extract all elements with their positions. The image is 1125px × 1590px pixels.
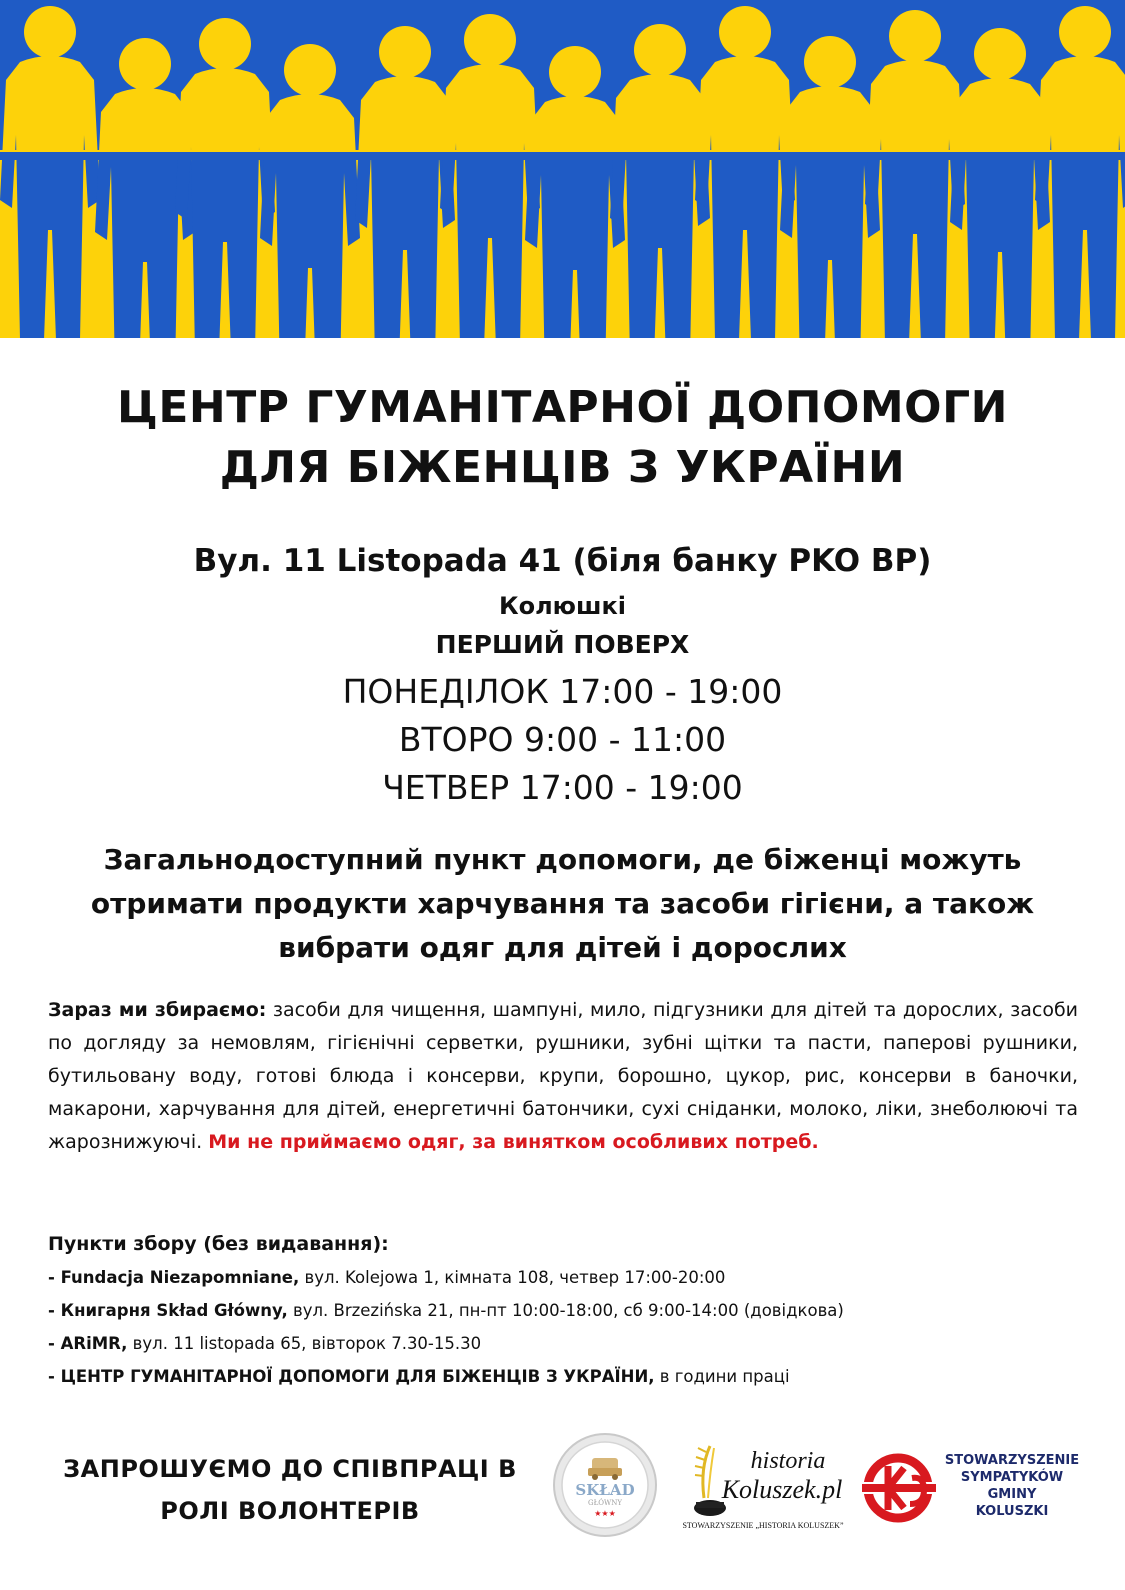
ssgk-line-1: STOWARZYSZENIE [944,1453,1080,1468]
title-line-1: ЦЕНТР ГУМАНІТАРНОЇ ДОПОМОГИ [117,382,1008,433]
historia-quill-icon [670,1438,856,1538]
ssgk-line-3: GMINY [987,1487,1037,1502]
sklad-name: SKŁAD [575,1481,635,1499]
opening-hours [0,668,1125,812]
collecting-lead: Зараз ми збираємо: [48,999,267,1021]
title-line-2: ДЛЯ БІЖЕНЦІВ З УКРАЇНИ [219,442,906,493]
list-item [48,1360,1078,1393]
invite-line-1: ЗАПРОШУЄМО ДО СПІВПРАЦІ В [63,1455,517,1483]
sklad-sub: GŁÓWNY [588,1499,622,1507]
address: Вул. 11 Listopada 41 (біля банку PKO BP) [193,543,932,579]
point-details: вул. 11 listopada 65, вівторок 7.30-15.30 [127,1334,482,1353]
historia-word: historia [750,1448,826,1474]
sgk-emblem-icon [858,1448,942,1528]
point-name: - Fundacja Niezapomniane, [48,1268,300,1287]
point-name: - ARiMR, [48,1334,128,1353]
point-name: - Книгарня Skład Główny, [48,1301,288,1320]
collecting-text: засоби для чищення, шампуні, мило, підгузники для дітей та дорослих, засоби по догляду за немовлям, гігієнічні серветки, рушники, зубні щітки та пасти, паперові рушники, бутильовану воду, готові блюда і консерви, крупи, борошно, цукор, рис, консерви в баночки, макарони, харчування для дітей, енергетичні батончики, сухі сніданки, молоко, ліки, знеболюючі та жарознижуючі. [48,999,1079,1153]
collecting-paragraph [48,994,1078,1159]
list-item [48,1261,1078,1294]
collecting-warning: Ми не приймаємо одяг, за винятком особливих потреб. [208,1131,819,1153]
ssgk-line-2: SYMPATYKÓW [960,1470,1064,1485]
flag-banner [0,0,1125,338]
points-title: Пункти збору (без видавання): [48,1233,389,1255]
page-title [0,378,1125,498]
ssgk-line-4: KOLUSZKI [975,1504,1049,1519]
sklad-badge-icon [552,1432,658,1538]
description [0,838,1125,970]
point-details: вул. Kolejowa 1, кімната 108, четвер 17:00-20:00 [299,1268,726,1287]
description-line-1: Загальнодоступний пункт допомоги, де біженці можуть [103,843,1022,876]
sklad-stars: ★★★ [594,1509,616,1518]
volunteer-invite [40,1448,540,1532]
ssgk-logo [858,1448,1080,1528]
point-details: вул. Brzezińska 21, пн-пт 10:00-18:00, сб 9:00-14:00 (довідкова) [287,1301,844,1320]
point-details: в години праці [654,1367,790,1386]
collection-points [48,1228,1078,1393]
hours-tuesday: ВТОРО 9:00 - 11:00 [398,720,727,759]
ssgk-text [944,1452,1080,1520]
list-item [48,1294,1078,1327]
floor: ПЕРШИЙ ПОВЕРХ [435,630,690,659]
people-silhouettes-image [0,0,1125,338]
list-item [48,1327,1078,1360]
historia-caption: STOWARZYSZENIE „HISTORIA KOLUSZEK” [682,1521,844,1530]
koluszek-word: Koluszek.pl [721,1475,843,1504]
point-name: - ЦЕНТР ГУМАНІТАРНОЇ ДОПОМОГИ ДЛЯ БІЖЕНЦІВ З УКРАЇНИ, [48,1367,655,1386]
city: Колюшкі [498,592,627,620]
hours-thursday: ЧЕТВЕР 17:00 - 19:00 [382,768,743,807]
sklad-glowny-logo [552,1432,658,1538]
description-line-3: вибрати одяг для дітей і дорослих [278,931,847,964]
invite-line-2: РОЛІ ВОЛОНТЕРІВ [160,1497,420,1525]
description-line-2: отримати продукти харчування та засоби гігієни, а також [90,887,1035,920]
hours-monday: ПОНЕДІЛОК 17:00 - 19:00 [342,672,783,711]
historia-koluszek-logo [670,1438,856,1538]
